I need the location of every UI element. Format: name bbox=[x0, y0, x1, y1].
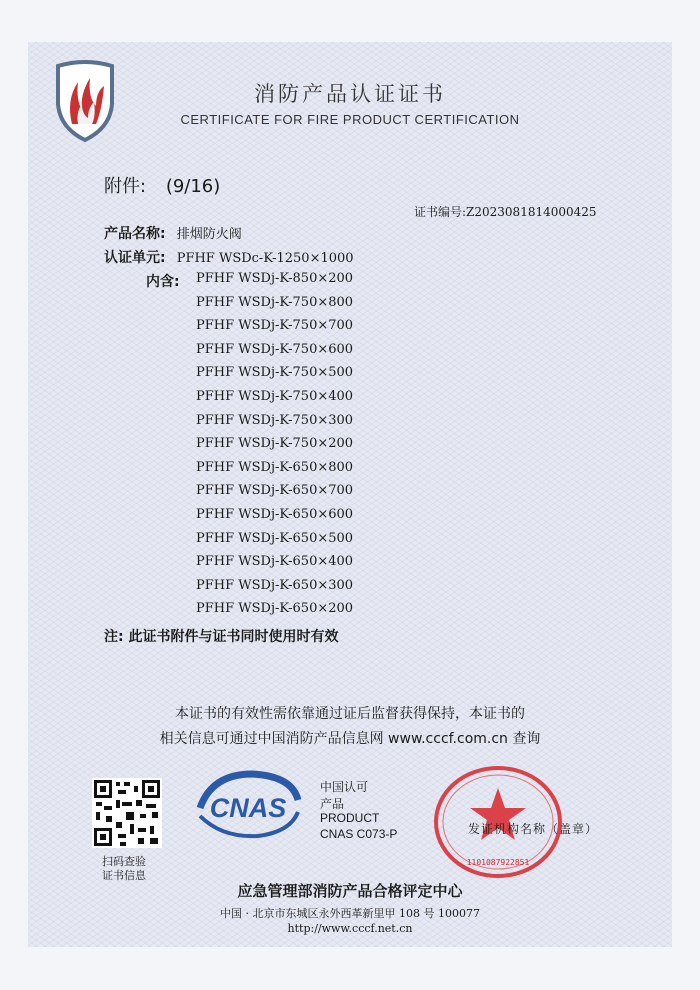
product-name-row bbox=[104, 223, 242, 243]
contains-item: PFHF WSDj-K-750×800 bbox=[196, 294, 354, 310]
contains-item: PFHF WSDj-K-650×200 bbox=[196, 601, 354, 617]
contains-item: PFHF WSDj-K-750×700 bbox=[196, 318, 354, 334]
contains-item: PFHF WSDj-K-650×300 bbox=[196, 577, 354, 593]
cert-number-label: 证书编号: bbox=[414, 205, 467, 219]
contains-item: PFHF WSDj-K-650×800 bbox=[196, 459, 354, 475]
issuer-seal-caption: 发证机构名称（盖章） bbox=[468, 822, 599, 836]
website-link[interactable]: http://www.cccf.net.cn bbox=[287, 922, 413, 935]
cnas-logo-icon bbox=[192, 770, 304, 840]
certificate-title: 消防产品认证证书 bbox=[254, 82, 446, 106]
cert-unit-label: 认证单元: bbox=[104, 250, 166, 266]
contains-item: PFHF WSDj-K-650×400 bbox=[196, 554, 354, 570]
validity-note: 注: 此证书附件与证书同时使用时有效 bbox=[104, 629, 339, 645]
annex-text: 附件: bbox=[104, 176, 147, 197]
cert-unit-value: PFHF WSDc-K-1250×1000 bbox=[176, 251, 354, 266]
annex-page: (9/16) bbox=[165, 176, 221, 197]
validity-text-1: 本证书的有效性需依靠通过证后监督获得保持，本证书的 bbox=[175, 706, 525, 722]
contains-label: 内含: bbox=[146, 274, 180, 290]
cert-number bbox=[414, 203, 597, 220]
seal-code: 1101087922851 bbox=[466, 858, 530, 867]
contains-item: PFHF WSDj-K-650×700 bbox=[196, 483, 354, 499]
cert-unit-row bbox=[104, 247, 354, 267]
cnas-line-2: 产品 bbox=[320, 797, 345, 811]
qr-caption-2: 证书信息 bbox=[102, 869, 146, 882]
qr-caption-1: 扫码查验 bbox=[102, 855, 146, 868]
cert-number-value: Z2023081814000425 bbox=[466, 205, 597, 219]
cnas-logo-text: CNAS bbox=[209, 793, 287, 823]
validity-text-2: 相关信息可通过中国消防产品信息网 www.cccf.com.cn 查询 bbox=[159, 731, 541, 747]
contains-item: PFHF WSDj-K-750×300 bbox=[196, 412, 354, 428]
contains-item: PFHF WSDj-K-650×600 bbox=[196, 507, 354, 522]
cnas-line-1: 中国认可 bbox=[320, 780, 369, 794]
issuing-organization: 应急管理部消防产品合格评定中心 bbox=[237, 882, 463, 900]
qr-code-icon[interactable] bbox=[92, 778, 162, 848]
contains-item: PFHF WSDj-K-750×200 bbox=[196, 436, 354, 452]
contains-item: PFHF WSDj-K-650×500 bbox=[196, 530, 354, 546]
address-line: 中国 · 北京市东城区永外西革新里甲 108 号 100077 bbox=[220, 907, 480, 920]
cnas-line-4: CNAS C073-P bbox=[320, 827, 398, 841]
contains-item: PFHF WSDj-K-750×600 bbox=[196, 341, 354, 357]
product-name-label: 产品名称: bbox=[104, 226, 166, 242]
cnas-line-3: PRODUCT bbox=[320, 811, 380, 825]
product-name-value: 排烟防火阀 bbox=[176, 227, 242, 242]
contains-item: PFHF WSDj-K-850×200 bbox=[196, 271, 354, 286]
contains-item: PFHF WSDj-K-750×400 bbox=[196, 389, 354, 404]
annex-label bbox=[104, 172, 220, 198]
contains-item: PFHF WSDj-K-750×500 bbox=[196, 365, 354, 381]
certificate-title-en: CERTIFICATE FOR FIRE PRODUCT CERTIFICATION bbox=[180, 112, 520, 127]
